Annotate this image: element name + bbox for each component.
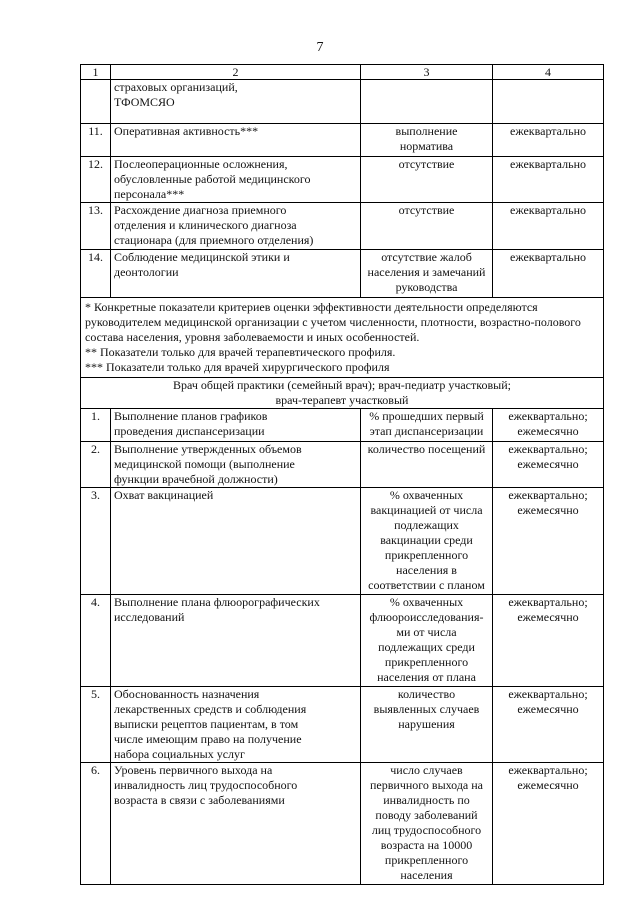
row-indicator: Послеоперационные осложнения, обусловленные работой медицинского персонала***: [111, 157, 361, 203]
table-row: [81, 488, 604, 595]
row-number: 13.: [81, 203, 111, 250]
row-criterion: количество выявленных случаев нарушения: [361, 687, 493, 763]
row-number: [81, 80, 111, 124]
row-criterion: отсутствие: [361, 157, 493, 203]
row-number: 11.: [81, 124, 111, 157]
table-row: [81, 124, 604, 157]
page-number: 7: [316, 40, 324, 55]
table-header-row: [81, 65, 604, 80]
header-cell: 4: [493, 65, 604, 80]
criteria-table: [80, 64, 604, 885]
row-criterion: отсутствие: [361, 203, 493, 250]
row-indicator: Расхождение диагноза приемного отделения и клинического диагноза стационара (для приемного отделения): [111, 203, 361, 250]
row-period: [493, 80, 604, 124]
row-number: 6.: [81, 763, 111, 885]
row-indicator: Соблюдение медицинской этики и деонтологии: [111, 250, 361, 298]
header-cell: 2: [111, 65, 361, 80]
row-criterion: выполнение норматива: [361, 124, 493, 157]
table-row: [81, 80, 604, 124]
row-indicator: Выполнение утвержденных объемов медицинской помощи (выполнение функции врачебной должности): [111, 442, 361, 488]
row-number: 14.: [81, 250, 111, 298]
footnotes: [81, 298, 604, 378]
table-row: [81, 157, 604, 203]
row-number: 2.: [81, 442, 111, 488]
row-period: ежеквартально: [493, 157, 604, 203]
row-period: ежеквартально: [493, 203, 604, 250]
table-row: [81, 409, 604, 442]
row-criterion: количество посещений: [361, 442, 493, 488]
row-indicator: Обоснованность назначения лекарственных средств и соблюдения выписки рецептов пациентам, в том числе имеющим право на получение набора социальных услуг: [111, 687, 361, 763]
row-period: ежеквартально; ежемесячно: [493, 409, 604, 442]
footnote-2: ** Показатели только для врачей терапевтического профиля.: [85, 345, 396, 359]
row-period: ежеквартально; ежемесячно: [493, 763, 604, 885]
row-period: ежеквартально; ежемесячно: [493, 442, 604, 488]
table-row: [81, 595, 604, 687]
footnote-3: *** Показатели только для врачей хирургического профиля: [85, 360, 390, 374]
row-period: ежеквартально; ежемесячно: [493, 595, 604, 687]
footnote-1: * Конкретные показатели критериев оценки эффективности деятельности определяются руководителем медицинской организации с учетом численности, плотности, возрастно-полового состава населения, уровня заболеваемости и иных особенностей.: [85, 300, 581, 344]
row-criterion: % прошедших первый этап диспансеризации: [361, 409, 493, 442]
row-criterion: [361, 80, 493, 124]
row-indicator: Выполнение планов графиков проведения диспансеризации: [111, 409, 361, 442]
table-row: [81, 763, 604, 885]
notes-row: [81, 298, 604, 378]
row-criterion: % охваченных вакцинацией от числа подлежащих вакцинации среди прикрепленного населения в соответствии с планом: [361, 488, 493, 595]
row-criterion: % охваченных флюороисследования- ми от числа подлежащих среди прикрепленного населения от плана: [361, 595, 493, 687]
row-number: 4.: [81, 595, 111, 687]
section-title: Врач общей практики (семейный врач); врач-педиатр участковый; врач-терапевт участковый: [81, 378, 604, 409]
table-row: [81, 687, 604, 763]
row-indicator: Выполнение плана флюорографических исследований: [111, 595, 361, 687]
row-number: 1.: [81, 409, 111, 442]
row-criterion: отсутствие жалоб населения и замечаний руководства: [361, 250, 493, 298]
row-number: 3.: [81, 488, 111, 595]
row-indicator: Уровень первичного выхода на инвалидность лиц трудоспособного возраста в связи с заболеваниями: [111, 763, 361, 885]
row-period: ежеквартально; ежемесячно: [493, 687, 604, 763]
section-row: [81, 378, 604, 409]
row-criterion: число случаев первичного выхода на инвалидность по поводу заболеваний лиц трудоспособного возраста на 10000 прикрепленного населения: [361, 763, 493, 885]
row-period: ежеквартально: [493, 124, 604, 157]
row-period: ежеквартально: [493, 250, 604, 298]
table-row: [81, 203, 604, 250]
header-cell: 1: [81, 65, 111, 80]
header-cell: 3: [361, 65, 493, 80]
row-period: ежеквартально; ежемесячно: [493, 488, 604, 595]
row-number: 5.: [81, 687, 111, 763]
table-row: [81, 250, 604, 298]
row-indicator: Охват вакцинацией: [111, 488, 361, 595]
row-indicator: Оперативная активность***: [111, 124, 361, 157]
row-number: 12.: [81, 157, 111, 203]
row-indicator: страховых организаций, ТФОМСЯО: [111, 80, 361, 124]
table-row: [81, 442, 604, 488]
